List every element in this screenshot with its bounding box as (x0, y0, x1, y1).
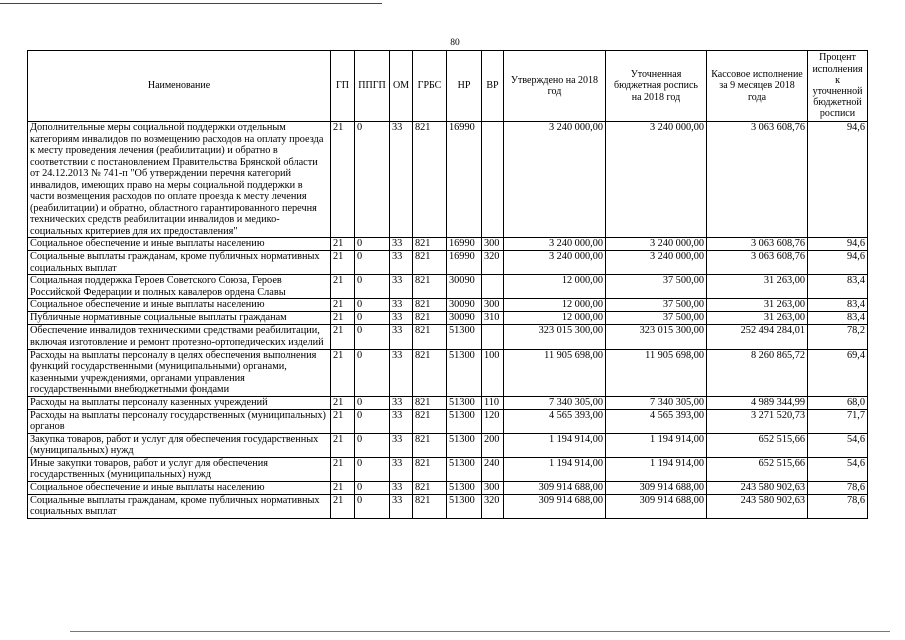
cell-vr (482, 122, 504, 238)
cell-revised: 3 240 000,00 (606, 122, 707, 238)
table-row (28, 238, 868, 251)
cell-approved: 12 000,00 (504, 312, 606, 325)
cell-om: 33 (390, 251, 413, 275)
cell-gp: 21 (331, 409, 355, 433)
header-name: Наименование (28, 51, 331, 122)
cell-nr: 30090 (447, 312, 482, 325)
cell-ppgp: 0 (355, 312, 390, 325)
cell-approved: 3 240 000,00 (504, 122, 606, 238)
cell-approved: 4 565 393,00 (504, 409, 606, 433)
cell-cash: 652 515,66 (707, 433, 808, 457)
cell-cash: 3 063 608,76 (707, 251, 808, 275)
cell-ppgp: 0 (355, 299, 390, 312)
cell-nr: 16990 (447, 238, 482, 251)
table-row (28, 457, 868, 481)
cell-ppgp: 0 (355, 481, 390, 494)
header-approved: Утверждено на 2018 год (504, 51, 606, 122)
cell-ppgp: 0 (355, 349, 390, 396)
cell-approved: 323 015 300,00 (504, 325, 606, 349)
table-header-row (28, 51, 868, 122)
cell-om: 33 (390, 275, 413, 299)
cell-grbs: 821 (413, 481, 447, 494)
cell-name: Социальное обеспечение и иные выплаты населению (28, 481, 331, 494)
header-percent: Процент исполнения к уточненной бюджетной росписи (808, 51, 868, 122)
cell-name: Обеспечение инвалидов техническими средствами реабилитации, включая изготовление и ремонт протезно-ортопедических изделий (28, 325, 331, 349)
cell-name: Расходы на выплаты персоналу казенных учреждений (28, 396, 331, 409)
cell-gp: 21 (331, 299, 355, 312)
cell-approved: 1 194 914,00 (504, 433, 606, 457)
table-row (28, 275, 868, 299)
cell-percent: 78,2 (808, 325, 868, 349)
cell-approved: 309 914 688,00 (504, 494, 606, 518)
cell-nr: 30090 (447, 275, 482, 299)
cell-percent: 71,7 (808, 409, 868, 433)
cell-approved: 1 194 914,00 (504, 457, 606, 481)
cell-nr: 51300 (447, 349, 482, 396)
cell-vr: 100 (482, 349, 504, 396)
cell-ppgp: 0 (355, 251, 390, 275)
cell-revised: 3 240 000,00 (606, 238, 707, 251)
cell-approved: 12 000,00 (504, 299, 606, 312)
top-rule (0, 3, 382, 4)
cell-ppgp: 0 (355, 457, 390, 481)
cell-grbs: 821 (413, 409, 447, 433)
cell-revised: 11 905 698,00 (606, 349, 707, 396)
cell-cash: 243 580 902,63 (707, 494, 808, 518)
cell-gp: 21 (331, 325, 355, 349)
cell-approved: 3 240 000,00 (504, 251, 606, 275)
cell-om: 33 (390, 312, 413, 325)
cell-ppgp: 0 (355, 494, 390, 518)
table-row (28, 312, 868, 325)
cell-revised: 37 500,00 (606, 275, 707, 299)
cell-approved: 12 000,00 (504, 275, 606, 299)
cell-cash: 3 271 520,73 (707, 409, 808, 433)
cell-nr: 30090 (447, 299, 482, 312)
cell-percent: 94,6 (808, 122, 868, 238)
cell-ppgp: 0 (355, 325, 390, 349)
cell-om: 33 (390, 299, 413, 312)
table-row (28, 325, 868, 349)
cell-revised: 37 500,00 (606, 312, 707, 325)
cell-vr: 240 (482, 457, 504, 481)
header-ppgp: ППГП (355, 51, 390, 122)
cell-nr: 51300 (447, 494, 482, 518)
cell-approved: 309 914 688,00 (504, 481, 606, 494)
cell-name: Социальное обеспечение и иные выплаты населению (28, 238, 331, 251)
cell-ppgp: 0 (355, 238, 390, 251)
cell-vr: 300 (482, 238, 504, 251)
cell-grbs: 821 (413, 349, 447, 396)
cell-om: 33 (390, 409, 413, 433)
cell-om: 33 (390, 457, 413, 481)
bottom-rule (70, 631, 890, 632)
cell-nr: 51300 (447, 409, 482, 433)
cell-vr: 200 (482, 433, 504, 457)
cell-nr: 16990 (447, 122, 482, 238)
cell-name: Иные закупки товаров, работ и услуг для обеспечения государственных (муниципальных) нужд (28, 457, 331, 481)
cell-percent: 78,6 (808, 494, 868, 518)
table-row (28, 251, 868, 275)
cell-om: 33 (390, 481, 413, 494)
cell-gp: 21 (331, 433, 355, 457)
cell-name: Публичные нормативные социальные выплаты гражданам (28, 312, 331, 325)
cell-om: 33 (390, 494, 413, 518)
cell-gp: 21 (331, 312, 355, 325)
cell-revised: 309 914 688,00 (606, 494, 707, 518)
cell-percent: 83,4 (808, 275, 868, 299)
cell-revised: 1 194 914,00 (606, 433, 707, 457)
cell-ppgp: 0 (355, 409, 390, 433)
cell-om: 33 (390, 433, 413, 457)
cell-nr: 51300 (447, 325, 482, 349)
cell-percent: 83,4 (808, 299, 868, 312)
cell-gp: 21 (331, 457, 355, 481)
cell-om: 33 (390, 325, 413, 349)
cell-gp: 21 (331, 251, 355, 275)
cell-revised: 4 565 393,00 (606, 409, 707, 433)
cell-cash: 31 263,00 (707, 312, 808, 325)
cell-percent: 69,4 (808, 349, 868, 396)
table-row (28, 433, 868, 457)
cell-om: 33 (390, 122, 413, 238)
cell-cash: 3 063 608,76 (707, 238, 808, 251)
cell-vr: 110 (482, 396, 504, 409)
cell-om: 33 (390, 349, 413, 396)
header-cash: Кассовое исполнение за 9 месяцев 2018 года (707, 51, 808, 122)
cell-grbs: 821 (413, 251, 447, 275)
cell-revised: 1 194 914,00 (606, 457, 707, 481)
cell-ppgp: 0 (355, 433, 390, 457)
header-gp: ГП (331, 51, 355, 122)
table-row (28, 481, 868, 494)
cell-vr: 300 (482, 299, 504, 312)
cell-grbs: 821 (413, 433, 447, 457)
cell-name: Социальная поддержка Героев Советского Союза, Героев Российской Федерации и полных кавалеров ордена Славы (28, 275, 331, 299)
cell-name: Социальное обеспечение и иные выплаты населению (28, 299, 331, 312)
cell-om: 33 (390, 396, 413, 409)
cell-grbs: 821 (413, 312, 447, 325)
cell-nr: 51300 (447, 433, 482, 457)
cell-revised: 323 015 300,00 (606, 325, 707, 349)
header-vr: ВР (482, 51, 504, 122)
cell-gp: 21 (331, 396, 355, 409)
table-row (28, 349, 868, 396)
table-row (28, 299, 868, 312)
cell-gp: 21 (331, 481, 355, 494)
cell-nr: 16990 (447, 251, 482, 275)
cell-om: 33 (390, 238, 413, 251)
header-grbs: ГРБС (413, 51, 447, 122)
cell-grbs: 821 (413, 122, 447, 238)
cell-grbs: 821 (413, 238, 447, 251)
cell-nr: 51300 (447, 396, 482, 409)
cell-revised: 37 500,00 (606, 299, 707, 312)
cell-gp: 21 (331, 349, 355, 396)
cell-cash: 4 989 344,99 (707, 396, 808, 409)
cell-approved: 11 905 698,00 (504, 349, 606, 396)
cell-vr (482, 275, 504, 299)
table-row (28, 494, 868, 518)
cell-cash: 31 263,00 (707, 299, 808, 312)
cell-approved: 7 340 305,00 (504, 396, 606, 409)
cell-cash: 252 494 284,01 (707, 325, 808, 349)
page-number: 80 (450, 38, 460, 48)
cell-grbs: 821 (413, 457, 447, 481)
header-nr: НР (447, 51, 482, 122)
cell-percent: 94,6 (808, 251, 868, 275)
cell-vr: 320 (482, 251, 504, 275)
cell-name: Расходы на выплаты персоналу государственных (муниципальных) органов (28, 409, 331, 433)
cell-vr: 310 (482, 312, 504, 325)
cell-grbs: 821 (413, 396, 447, 409)
cell-vr: 320 (482, 494, 504, 518)
cell-name: Социальные выплаты гражданам, кроме публичных нормативных социальных выплат (28, 251, 331, 275)
table-body (28, 122, 868, 519)
cell-gp: 21 (331, 275, 355, 299)
cell-percent: 54,6 (808, 433, 868, 457)
cell-nr: 51300 (447, 457, 482, 481)
cell-percent: 54,6 (808, 457, 868, 481)
cell-percent: 83,4 (808, 312, 868, 325)
cell-ppgp: 0 (355, 122, 390, 238)
cell-percent: 94,6 (808, 238, 868, 251)
cell-cash: 243 580 902,63 (707, 481, 808, 494)
cell-gp: 21 (331, 122, 355, 238)
cell-vr: 300 (482, 481, 504, 494)
cell-gp: 21 (331, 494, 355, 518)
cell-revised: 309 914 688,00 (606, 481, 707, 494)
cell-vr: 120 (482, 409, 504, 433)
cell-ppgp: 0 (355, 275, 390, 299)
cell-grbs: 821 (413, 275, 447, 299)
cell-revised: 7 340 305,00 (606, 396, 707, 409)
cell-cash: 3 063 608,76 (707, 122, 808, 238)
cell-name: Дополнительные меры социальной поддержки отдельным категориям инвалидов по возмещению расходов на оплату проезда к месту проведения лечения (реабилитации) и обратно в соответствии с постановлением Правительства Брянской области от 24.12.2013 № 741-п "Об утверждении перечня категорий инвалидов, имеющих право на меры социальной поддержки в части возмещения расходов по оплате проезда к месту лечения (реабилитации) и обратно, областного гарантированного перечня технических средств реабилитации инвалидов и медико-социальных критериев для их предоставления" (28, 122, 331, 238)
cell-nr: 51300 (447, 481, 482, 494)
cell-percent: 78,6 (808, 481, 868, 494)
cell-name: Социальные выплаты гражданам, кроме публичных нормативных социальных выплат (28, 494, 331, 518)
cell-percent: 68,0 (808, 396, 868, 409)
table-row (28, 122, 868, 238)
cell-cash: 31 263,00 (707, 275, 808, 299)
cell-vr (482, 325, 504, 349)
header-revised: Уточненная бюджетная роспись на 2018 год (606, 51, 707, 122)
cell-grbs: 821 (413, 299, 447, 312)
budget-table (27, 50, 868, 519)
cell-cash: 652 515,66 (707, 457, 808, 481)
table-row (28, 396, 868, 409)
cell-revised: 3 240 000,00 (606, 251, 707, 275)
cell-grbs: 821 (413, 325, 447, 349)
cell-name: Закупка товаров, работ и услуг для обеспечения государственных (муниципальных) нужд (28, 433, 331, 457)
cell-ppgp: 0 (355, 396, 390, 409)
header-om: ОМ (390, 51, 413, 122)
cell-approved: 3 240 000,00 (504, 238, 606, 251)
cell-cash: 8 260 865,72 (707, 349, 808, 396)
cell-grbs: 821 (413, 494, 447, 518)
cell-gp: 21 (331, 238, 355, 251)
cell-name: Расходы на выплаты персоналу в целях обеспечения выполнения функций государственными (муниципальными) органами, казенными учреждениями, органами управления государственными внебюджетными фондами (28, 349, 331, 396)
table-row (28, 409, 868, 433)
